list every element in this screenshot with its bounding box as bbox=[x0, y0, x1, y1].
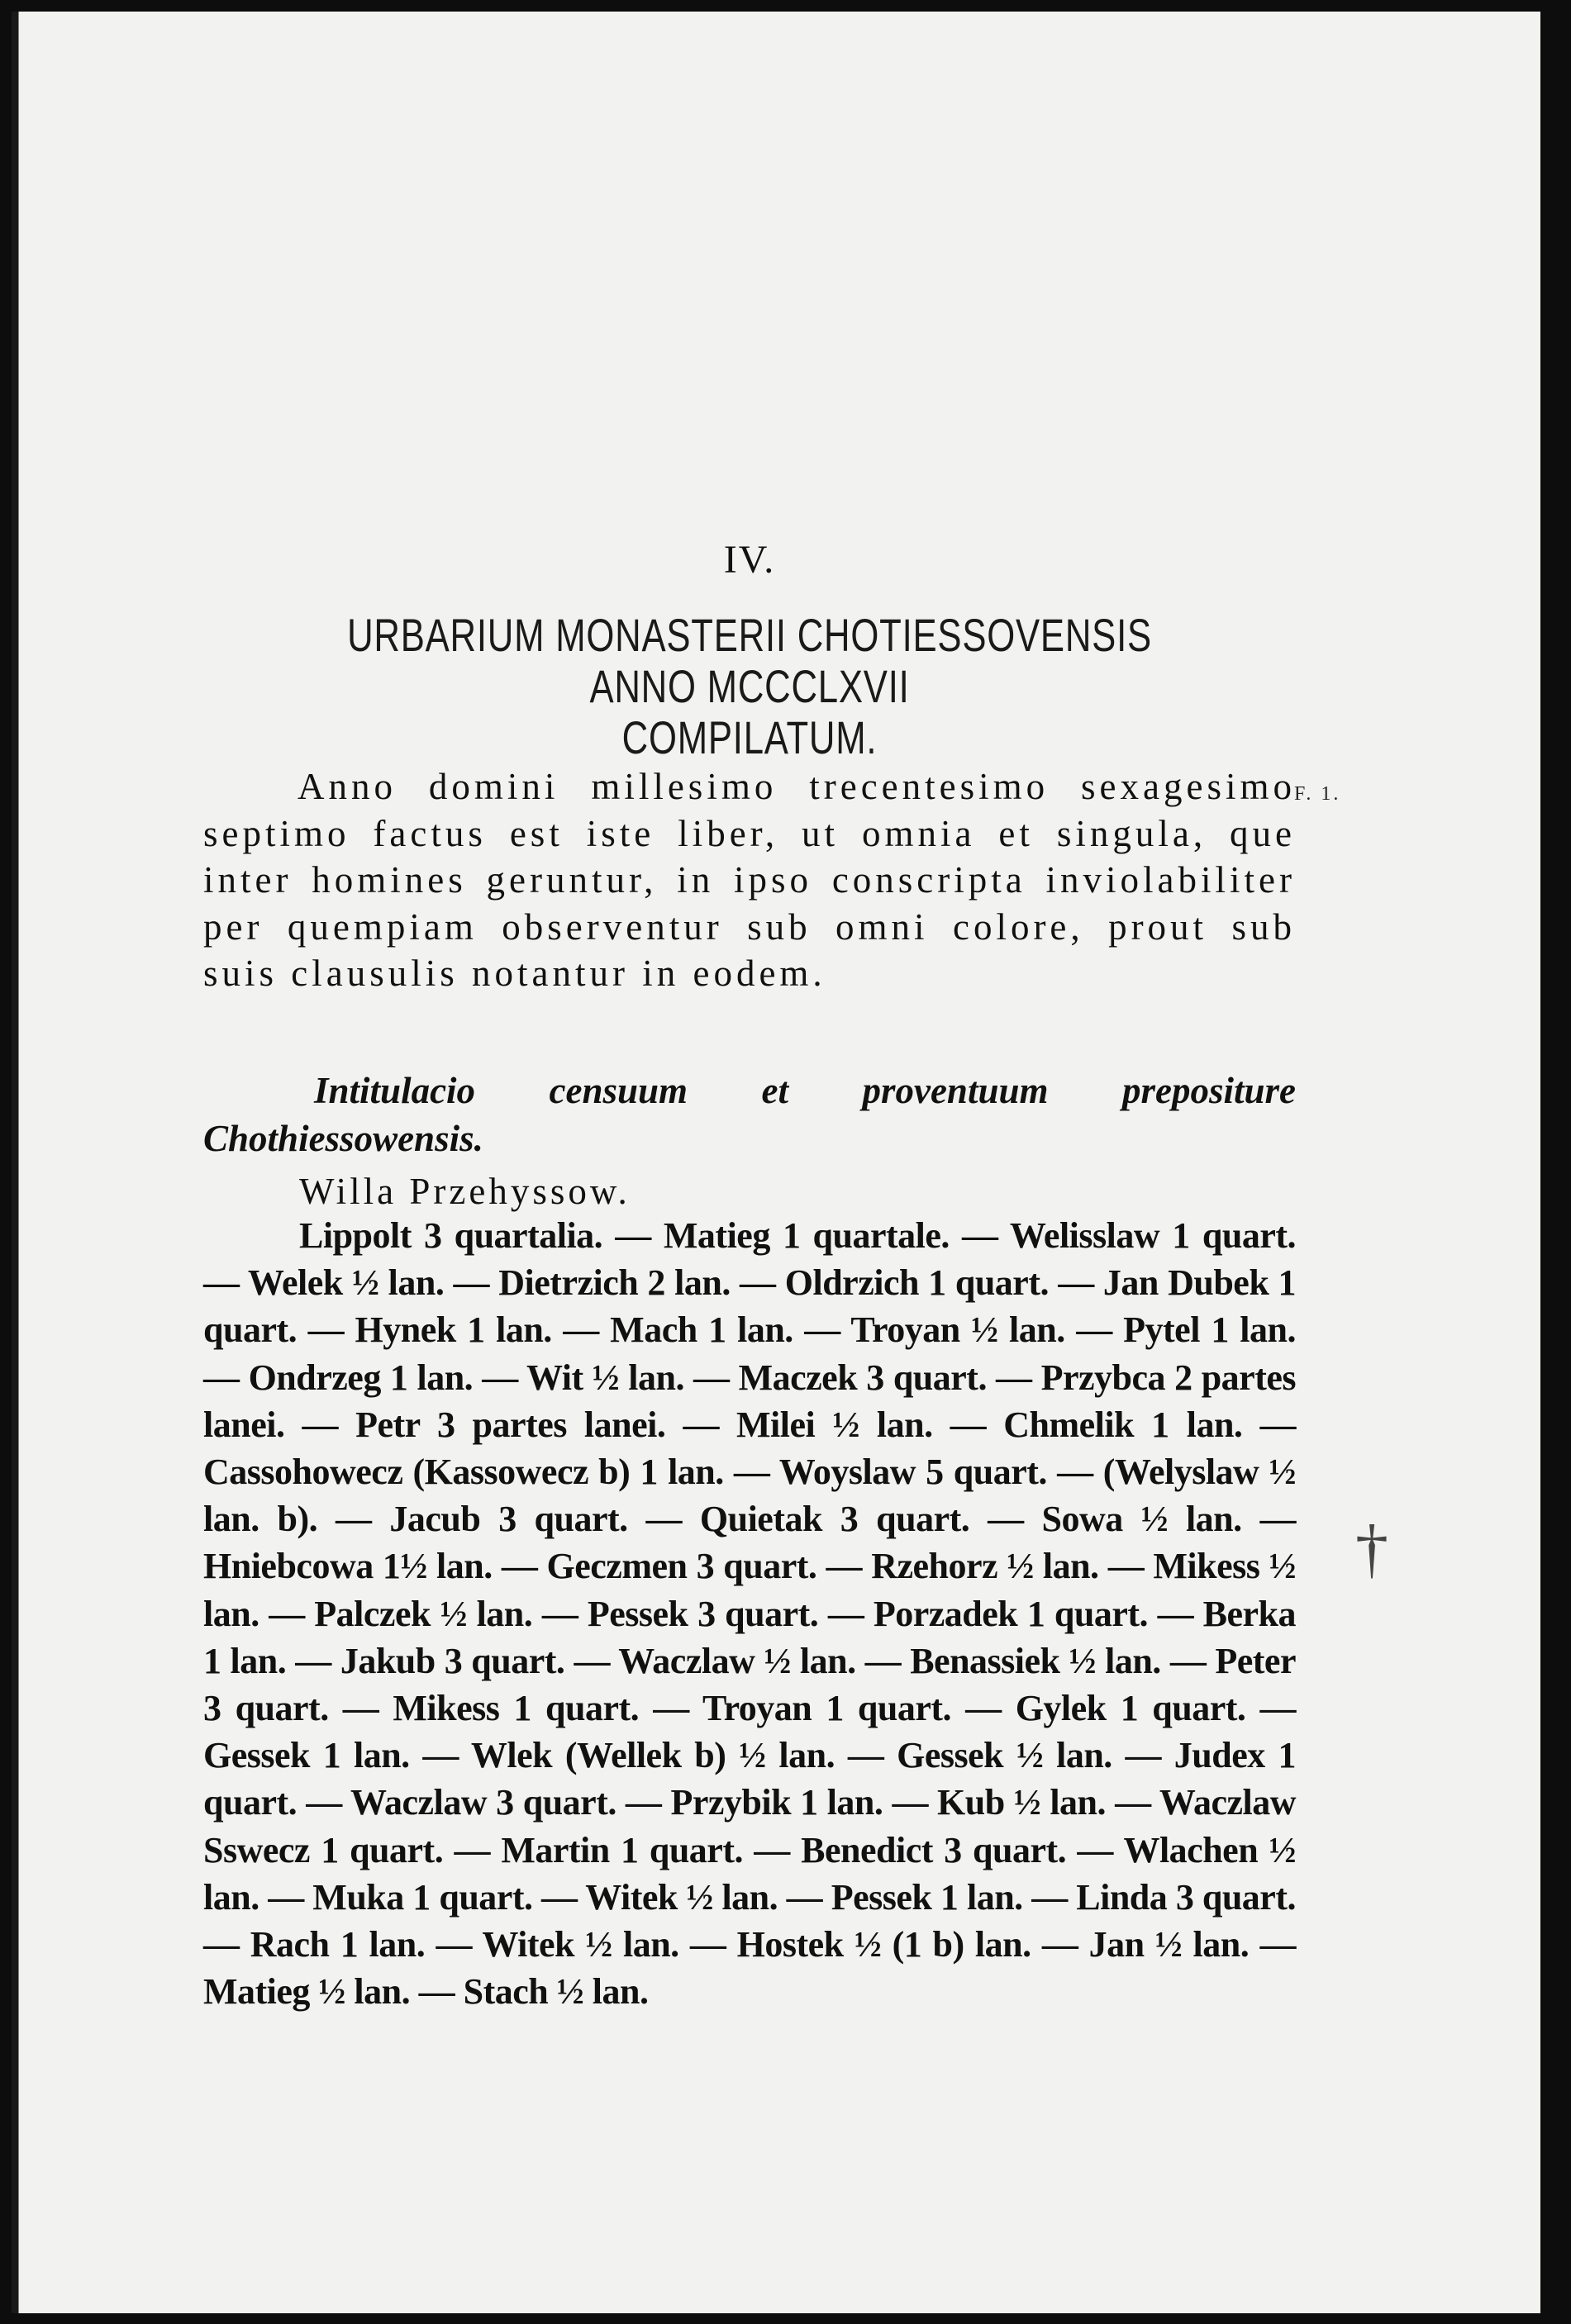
village-heading: Willa Przehyssow. bbox=[299, 1171, 631, 1212]
document-title bbox=[323, 610, 1175, 763]
margin-cross-mark: † bbox=[1355, 1513, 1388, 1585]
title-line-1: URBARIUM MONASTERII CHOTIESSOVENSIS ANNO MCCCLXVII bbox=[347, 609, 1152, 712]
chapter-number: IV. bbox=[723, 538, 776, 582]
folio-margin-note: F. 1. bbox=[1294, 783, 1341, 805]
opening-paragraph: Anno domini millesimo trecentesimo sexagesimo septimo factus est iste liber, ut omnia et singula, que inter homines geruntur, in ipso conscripta inviolabiliter per quempiam observentur sub omni colore, prout sub suis clausulis notantur in eodem. bbox=[203, 766, 1296, 994]
title-line-2: COMPILATUM. bbox=[621, 711, 878, 763]
page-binding-edge bbox=[12, 12, 33, 2313]
intitulacio-paragraph: Intitulacio censuum et proventuum prepositure Chothiessowensis. bbox=[203, 1070, 1296, 1159]
census-list-paragraph: Lippolt 3 quartalia. — Matieg 1 quartale. — Welisslaw 1 quart. — Welek ½ lan. — Dietrzich 2 lan. — Oldrzich 1 quart. — Jan Dubek 1 quart. — Hynek 1 lan. — Mach 1 lan. — Troyan ½ lan. — Pytel 1 lan. — Ondrzeg 1 lan. — Wit ½ lan. — Maczek 3 quart. — Przybca 2 partes lanei. — Petr 3 partes lanei. — Milei ½ lan. — Chmelik 1 lan. — Cassohowecz (Kassowecz b) 1 lan. — Woyslaw 5 quart. — (Welyslaw ½ lan. b). — Jacub 3 quart. — Quietak 3 quart. — Sowa ½ lan. — Hniebcowa 1½ lan. — Geczmen 3 quart. — Rzehorz ½ lan. — Mikess ½ lan. — Palczek ½ lan. — Pessek 3 quart. — Porzadek 1 quart. — Berka 1 lan. — Jakub 3 quart. — Waczlaw ½ lan. — Benassiek ½ lan. — Peter 3 quart. — Mikess 1 quart. — Troyan 1 quart. — Gylek 1 quart. — Gessek 1 lan. — Wlek (Wellek b) ½ lan. — Gessek ½ lan. — Judex 1 quart. — Waczlaw 3 quart. — Przybik 1 lan. — Kub ½ lan. — Waczlaw Sswecz 1 quart. — Martin 1 quart. — Benedict 3 quart. — Wlachen ½ lan. — Muka 1 quart. — Witek ½ lan. — Pessek 1 lan. — Linda 3 quart. — Rach 1 lan. — Witek ½ lan. — Hostek ½ (1 b) lan. — Jan ½ lan. — Matieg ½ lan. — Stach ½ lan. bbox=[203, 1215, 1296, 2013]
